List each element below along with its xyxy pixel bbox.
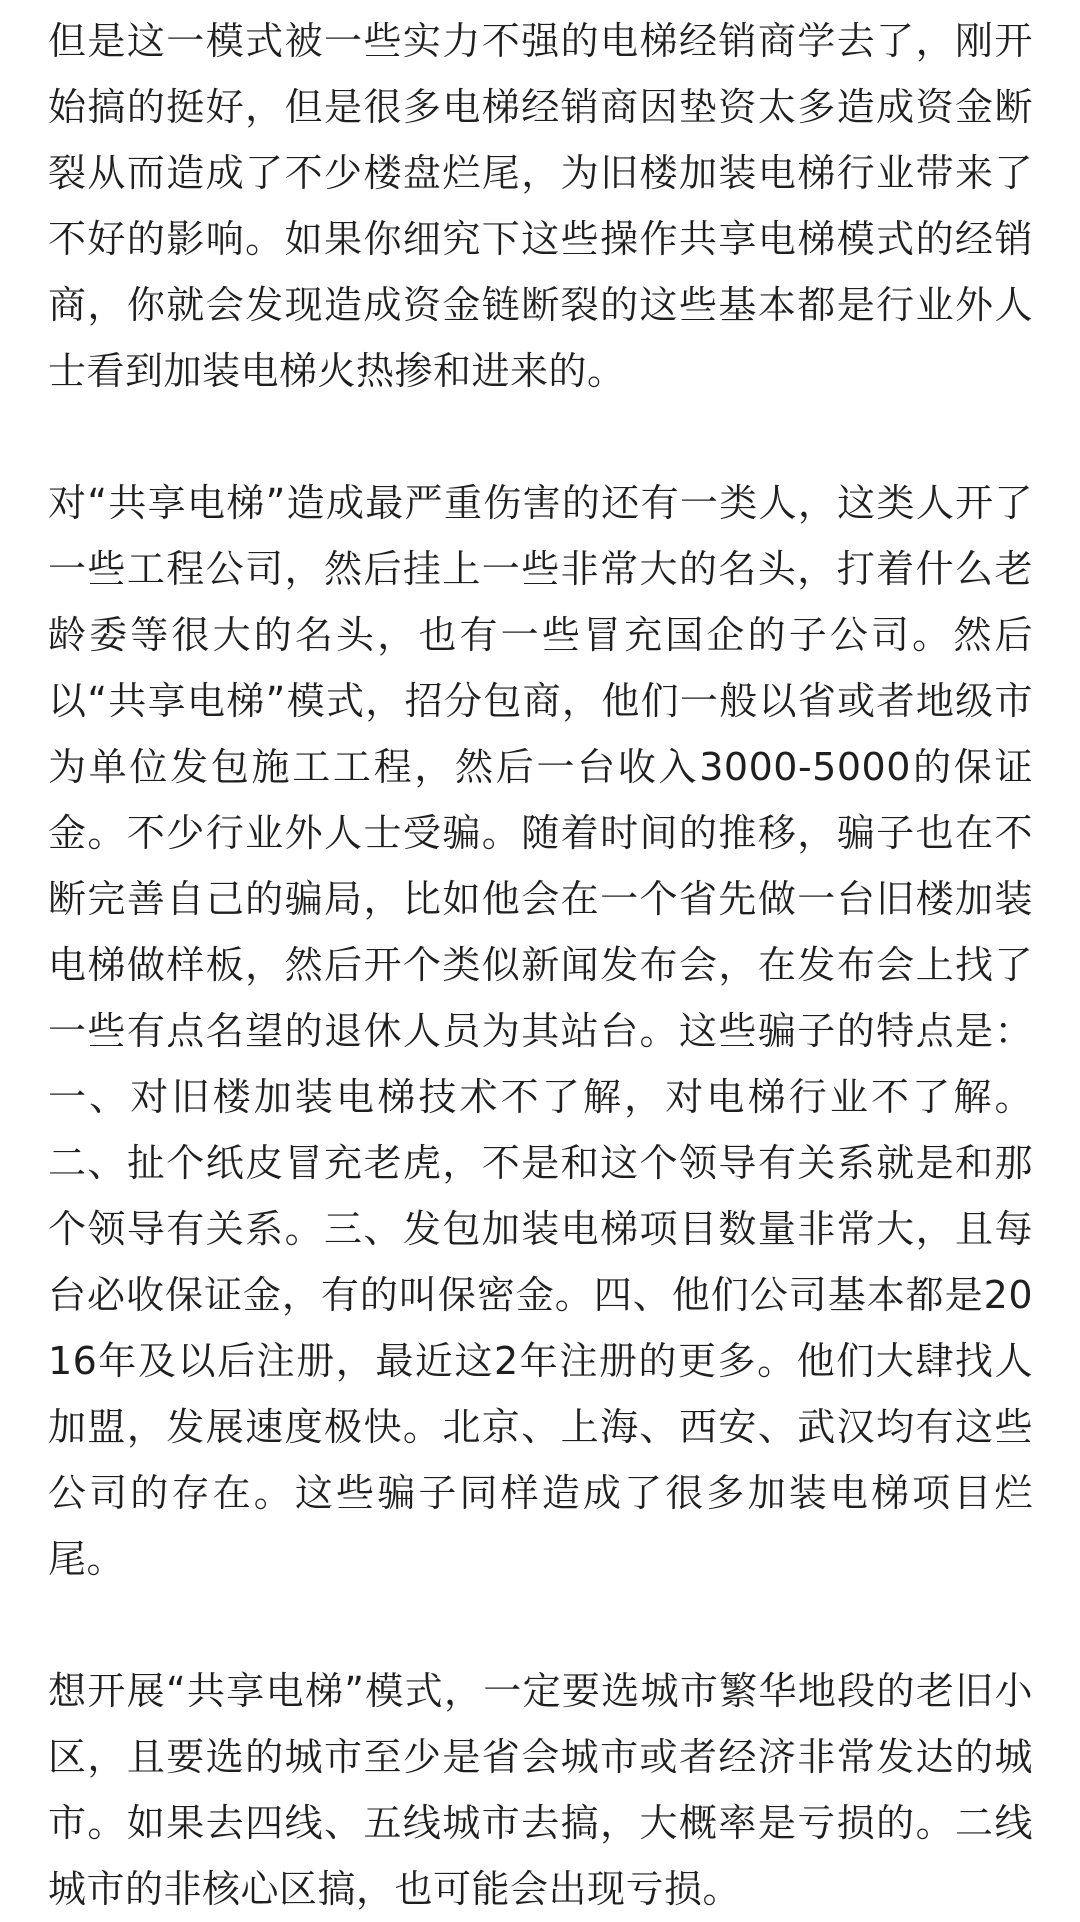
paragraph-dealer-model: 但是这一模式被一些实力不强的电梯经销商学去了，刚开始搞的挺好，但是很多电梯经销商因垫资太多造成资金断裂从而造成了不少楼盘烂尾，为旧楼加装电梯行业带来了不好的影响。如果你细究下这些操作共享电梯模式的经销商，你就会发现造成资金链断裂的这些基本都是行业外人士看到加装电梯火热掺和进来的。 [48, 19, 1033, 393]
paragraph-city-selection: 想开展“共享电梯”模式，一定要选城市繁华地段的老旧小区，且要选的城市至少是省会城市或者经济非常发达的城市。如果去四线、五线城市去搞，大概率是亏损的。二线城市的非核心区搞，也可能会出现亏损。 [48, 1669, 1033, 1911]
paragraph-scam-companies: 对“共享电梯”造成最严重伤害的还有一类人，这类人开了一些工程公司，然后挂上一些非常大的名头，打着什么老龄委等很大的名头，也有一些冒充国企的子公司。然后以“共享电梯”模式，招分包商，他们一般以省或者地级市为单位发包施工工程，然后一台收入3000-5000的保证金。不少行业外人士受骗。随着时间的推移，骗子也在不断完善自己的骗局，比如他会在一个省先做一台旧楼加装电梯做样板，然后开个类似新闻发布会，在发布会上找了一些有点名望的退休人员为其站台。这些骗子的特点是：一、对旧楼加装电梯技术不了解，对电梯行业不了解。二、扯个纸皮冒充老虎，不是和这个领导有关系就是和那个领导有关系。三、发包加装电梯项目数量非常大，且每台必收保证金，有的叫保密金。四、他们公司基本都是2016年及以后注册，最近这2年注册的更多。他们大肆找人加盟，发展速度极快。北京、上海、西安、武汉均有这些公司的存在。这些骗子同样造成了很多加装电梯项目烂尾。 [48, 481, 1033, 1581]
article-body [48, 8, 1033, 1922]
